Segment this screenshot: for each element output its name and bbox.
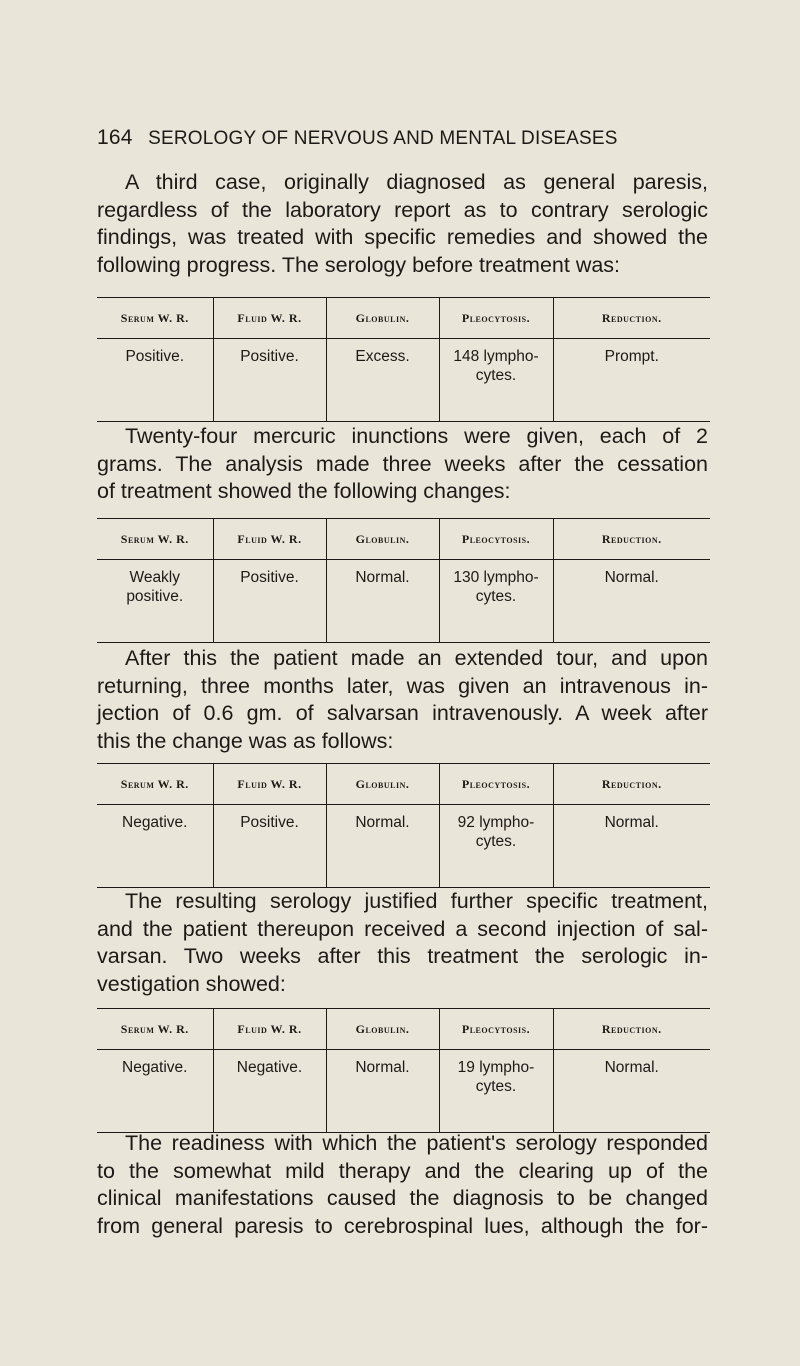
cell-fluid-wr: Positive. xyxy=(213,339,326,422)
text-line: returning, three months later, was given an intravenous in- xyxy=(97,673,708,698)
text-line: grams. The analysis made three weeks after the cessation xyxy=(97,451,708,476)
table-header-row xyxy=(97,764,710,805)
header-pleocytosis: Pleocytosis. xyxy=(439,298,553,339)
cell-globulin: Excess. xyxy=(326,339,439,422)
text-line: following progress. The serology before treatment was: xyxy=(97,252,621,277)
text-line: varsan. Two weeks after this treatment the serologic in- xyxy=(97,944,708,968)
header-fluid-wr: Fluid W. R. xyxy=(213,1009,326,1050)
cell-reduction: Normal. xyxy=(553,1050,710,1133)
text-line: of treatment showed the following changes: xyxy=(97,479,511,503)
cell-reduction: Normal. xyxy=(553,805,710,888)
cell-serum-wr: Negative. xyxy=(122,814,188,831)
text-line: vestigation showed: xyxy=(97,971,286,996)
header-globulin: Globulin. xyxy=(326,1009,439,1050)
serology-table-after-inunctions xyxy=(97,518,710,643)
paragraph-2 xyxy=(97,423,708,506)
cell-pleocytosis: 130 lympho- cytes. xyxy=(439,560,553,643)
serology-table-after-first-salvarsan xyxy=(97,763,710,888)
cell-fluid-wr: Positive. xyxy=(213,805,326,888)
header-serum-wr: Serum W. R. xyxy=(97,764,213,805)
text-line: from general paresis to cerebrospinal lues, although the for- xyxy=(97,1213,708,1238)
cell-globulin: Normal. xyxy=(326,1050,439,1133)
text-line: Twenty-four mercuric inunctions were given, each of 2 xyxy=(125,424,708,448)
header-fluid-wr: Fluid W. R. xyxy=(213,298,326,339)
cell-serum-wr: Positive. xyxy=(125,348,185,365)
paragraph-5 xyxy=(97,1130,708,1240)
text-line: clinical manifestations caused the diagnosis to be changed xyxy=(97,1186,708,1210)
cell-serum-wr: Negative. xyxy=(122,1059,188,1076)
paragraph-1 xyxy=(97,169,708,279)
cell-serum-wr: Weakly positive. xyxy=(126,569,184,605)
paragraph-3 xyxy=(97,645,708,755)
text-line: to the somewhat mild therapy and the clearing up of the xyxy=(97,1158,708,1183)
header-pleocytosis: Pleocytosis. xyxy=(439,1009,553,1050)
text-line: The readiness with which the patient's serology responded xyxy=(125,1131,708,1155)
text-line: jection of 0.6 gm. of salvarsan intravenously. A week after xyxy=(97,701,708,725)
cell-reduction: Normal. xyxy=(553,560,710,643)
cell-reduction: Prompt. xyxy=(553,339,710,422)
table-header-row xyxy=(97,298,710,339)
text-line: regardless of the laboratory report as to contrary serologic xyxy=(97,197,708,222)
header-fluid-wr: Fluid W. R. xyxy=(213,519,326,560)
header-reduction: Reduction. xyxy=(553,519,710,560)
table-header-row xyxy=(97,519,710,560)
table-header-row xyxy=(97,1009,710,1050)
cell-globulin: Normal. xyxy=(326,805,439,888)
header-pleocytosis: Pleocytosis. xyxy=(439,764,553,805)
header-pleocytosis: Pleocytosis. xyxy=(439,519,553,560)
cell-pleocytosis: 19 lympho- cytes. xyxy=(439,1050,553,1133)
text-line: The resulting serology justified further specific treatment, xyxy=(125,889,708,913)
header-globulin: Globulin. xyxy=(326,298,439,339)
table-row xyxy=(97,805,710,888)
running-title: SEROLOGY OF NERVOUS AND MENTAL DISEASES xyxy=(148,128,618,149)
page-number: 164 xyxy=(97,126,133,149)
cell-fluid-wr: Positive. xyxy=(213,560,326,643)
header-fluid-wr: Fluid W. R. xyxy=(213,764,326,805)
cell-globulin: Normal. xyxy=(326,560,439,643)
cell-fluid-wr: Negative. xyxy=(213,1050,326,1133)
cell-pleocytosis: 148 lympho- cytes. xyxy=(439,339,553,422)
paragraph-4 xyxy=(97,888,708,998)
table-row xyxy=(97,560,710,643)
text-line: and the patient thereupon received a second injection of sal- xyxy=(97,916,708,941)
text-line: A third case, originally diagnosed as general paresis, xyxy=(125,170,708,194)
serology-table-before-treatment xyxy=(97,297,710,422)
header-globulin: Globulin. xyxy=(326,519,439,560)
table-row xyxy=(97,1050,710,1133)
header-serum-wr: Serum W. R. xyxy=(97,298,213,339)
text-line: this the change was as follows: xyxy=(97,728,394,753)
header-reduction: Reduction. xyxy=(553,1009,710,1050)
text-line: After this the patient made an extended tour, and upon xyxy=(125,646,708,670)
header-globulin: Globulin. xyxy=(326,764,439,805)
text-line: findings, was treated with specific remedies and showed the xyxy=(97,225,708,249)
serology-table-after-second-salvarsan xyxy=(97,1008,710,1133)
running-head xyxy=(97,126,717,150)
header-serum-wr: Serum W. R. xyxy=(97,519,213,560)
header-serum-wr: Serum W. R. xyxy=(97,1009,213,1050)
cell-pleocytosis: 92 lympho- cytes. xyxy=(439,805,553,888)
header-reduction: Reduction. xyxy=(553,298,710,339)
table-row xyxy=(97,339,710,422)
header-reduction: Reduction. xyxy=(553,764,710,805)
